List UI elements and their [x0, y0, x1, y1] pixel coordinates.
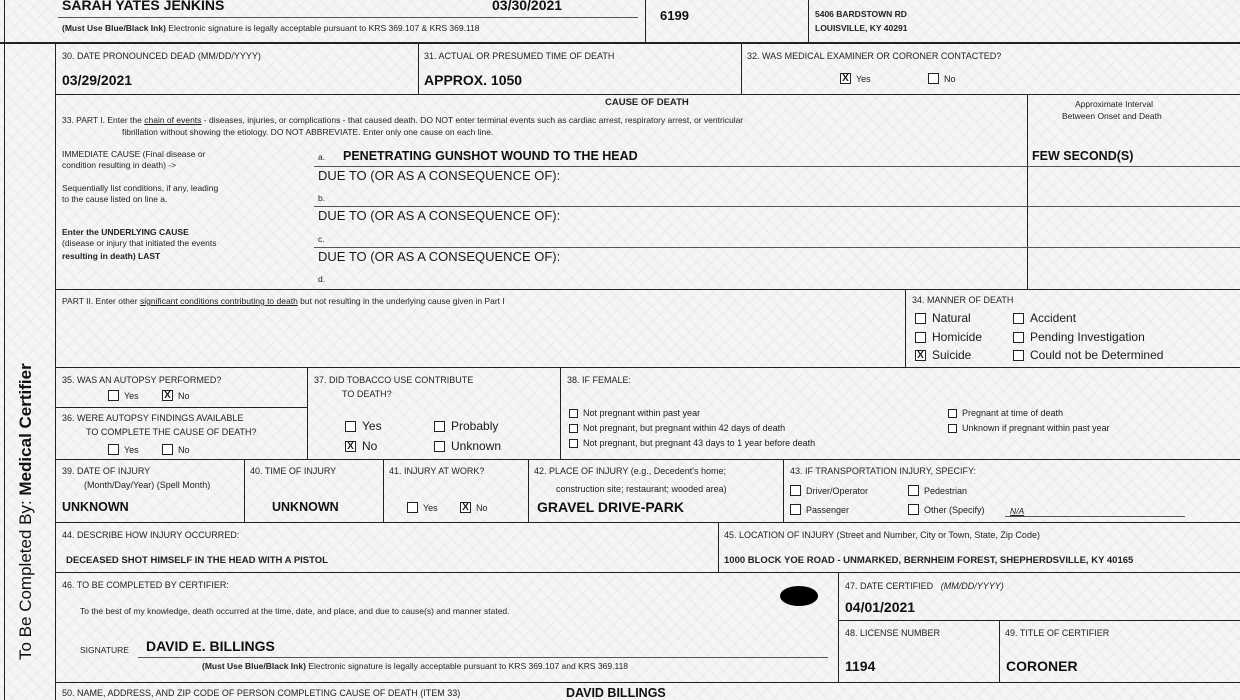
f34-label: 34. MANNER OF DEATH	[912, 295, 1014, 305]
f35-yes-checkbox[interactable]	[108, 390, 119, 401]
f34-accident-checkbox[interactable]	[1013, 313, 1024, 324]
due-to-c: DUE TO (OR AS A CONSEQUENCE OF):	[318, 208, 561, 223]
f37-yes-checkbox[interactable]	[345, 421, 356, 432]
f46-signature[interactable]: DAVID E. BILLINGS	[146, 638, 275, 654]
f43-driver-checkbox[interactable]	[790, 485, 801, 496]
row39-div3	[528, 459, 529, 522]
informant-date: 03/30/2021	[492, 0, 563, 13]
f42-label-2: construction site; restaurant; wooded area)	[556, 484, 727, 494]
due-to-b: DUE TO (OR AS A CONSEQUENCE OF):	[318, 168, 561, 183]
line-b-letter: b.	[318, 193, 326, 203]
line-c-underline	[314, 247, 1240, 248]
f34-natural-checkbox[interactable]	[915, 313, 926, 324]
part1-instructions-2: fibrillation without showing the etiology. DO NOT ABBREVIATE. Enter only one cause on each line.	[122, 127, 494, 137]
f38-option-5-checkbox[interactable]	[948, 424, 957, 433]
f39-label-2: (Month/Day/Year) (Spell Month)	[84, 480, 211, 490]
f32-no-checkbox[interactable]	[928, 73, 939, 84]
f38-option-4[interactable]: Pregnant at time of death	[948, 408, 1063, 418]
row33-bottom	[55, 289, 1240, 290]
cause-line-a[interactable]: PENETRATING GUNSHOT WOUND TO THE HEAD	[343, 149, 638, 163]
f43-other-value[interactable]: N/A	[1010, 506, 1025, 516]
f36-yes-checkbox[interactable]	[108, 444, 119, 455]
f39-label-1: 39. DATE OF INJURY	[62, 466, 151, 476]
cause-of-death-title: CAUSE OF DEATH	[605, 97, 689, 108]
f40-label: 40. TIME OF INJURY	[250, 466, 337, 476]
line-d-letter: d.	[318, 274, 326, 284]
header-left-border	[4, 0, 5, 43]
f39-value[interactable]: UNKNOWN	[62, 500, 129, 514]
row30-bottom	[55, 94, 1240, 95]
f36-label-2: TO COMPLETE THE CAUSE OF DEATH?	[86, 427, 257, 437]
header-divider-2	[808, 0, 809, 43]
f41-yes[interactable]: Yes	[407, 502, 438, 513]
informant-signature: SARAH YATES JENKINS	[62, 0, 225, 13]
f30-label: 30. DATE PRONOUNCED DEAD (MM/DD/YYYY)	[62, 51, 261, 61]
f42-value[interactable]: GRAVEL DRIVE-PARK	[537, 499, 685, 515]
line-a-letter: a.	[318, 152, 326, 162]
f46-statement: To the best of my knowledge, death occurred at the time, date, and place, and due to cause(s) and manner stated.	[80, 606, 510, 616]
f36-yes[interactable]: Yes	[108, 444, 139, 455]
f44-value[interactable]: DECEASED SHOT HIMSELF IN THE HEAD WITH A PISTOL	[66, 555, 328, 566]
f48-label: 48. LICENSE NUMBER	[845, 628, 941, 638]
row30-div1	[418, 43, 419, 94]
header-license-number: 6199	[660, 8, 689, 23]
f42-label-1: 42. PLACE OF INJURY (e.g., Decedent's home;	[534, 466, 726, 476]
f50-value[interactable]: DAVID BILLINGS	[566, 686, 666, 700]
row30-div2	[741, 43, 742, 94]
f36-no-checkbox[interactable]	[162, 444, 173, 455]
f32-yes-checkbox[interactable]: X	[840, 73, 851, 84]
f41-no-checkbox[interactable]: X	[460, 502, 471, 513]
underlying-label-2: (disease or injury that initiated the events	[62, 238, 217, 248]
f47-value[interactable]: 04/01/2021	[845, 599, 916, 615]
header-divider-1	[645, 0, 646, 43]
row44-div	[718, 522, 719, 572]
f47-bottom	[838, 620, 1240, 621]
f43-other-checkbox[interactable]	[908, 504, 919, 515]
underlying-label-1: Enter the UNDERLYING CAUSE	[62, 227, 189, 237]
interval-line-a[interactable]: FEW SECOND(S)	[1032, 149, 1134, 163]
part1-instructions: 33. PART I. Enter the chain of events - diseases, injuries, or complications - that caused death. DO NOT enter terminal events such as cardiac arrest, respiratory arrest, or ventricular	[62, 115, 744, 125]
part2-instructions: PART II. Enter other significant conditions contributing to death but not resulting in the underlying cause given in Part I	[62, 296, 505, 306]
f37-yes[interactable]: Yes	[345, 419, 382, 433]
f32-label: 32. WAS MEDICAL EXAMINER OR CORONER CONTACTED?	[747, 51, 1002, 61]
f34-accident[interactable]: Accident	[1013, 311, 1076, 325]
f34-pending-checkbox[interactable]	[1013, 332, 1024, 343]
f34-suicide-checkbox[interactable]: X	[915, 350, 926, 361]
f37-probably[interactable]: Probably	[434, 419, 498, 433]
side-label: To Be Completed By: Medical Certifier	[16, 363, 35, 660]
f49-label: 49. TITLE OF CERTIFIER	[1005, 628, 1110, 638]
f37-probably-checkbox[interactable]	[434, 421, 445, 432]
f46-signature-line	[138, 657, 828, 658]
f40-value[interactable]: UNKNOWN	[272, 500, 339, 514]
line-a-underline	[314, 166, 1240, 167]
f48-value[interactable]: 1194	[845, 658, 876, 674]
row35-bottom	[55, 459, 1240, 460]
underlying-label-3: resulting in death) LAST	[62, 251, 161, 261]
row35-div1	[307, 367, 308, 459]
f38-option-2-checkbox[interactable]	[569, 424, 578, 433]
f32-no[interactable]: No	[928, 73, 956, 84]
immediate-cause-label-2: condition resulting in death) ->	[62, 160, 177, 170]
line-b-underline	[314, 206, 1240, 207]
side-label-divider	[55, 42, 56, 700]
header-divider	[0, 42, 1240, 44]
f38-option-4-checkbox[interactable]	[948, 409, 957, 418]
f38-option-1-checkbox[interactable]	[569, 409, 578, 418]
due-to-d: DUE TO (OR AS A CONSEQUENCE OF):	[318, 249, 561, 264]
f38-option-3[interactable]: Not pregnant, but pregnant 43 days to 1 year before death	[569, 438, 815, 448]
f34-homicide[interactable]: Homicide	[915, 330, 982, 344]
interval-column-divider	[1027, 94, 1028, 289]
f35-no[interactable]: X No	[162, 390, 190, 401]
f37-label-2: TO DEATH?	[342, 389, 392, 399]
f31-value: APPROX. 1050	[424, 72, 523, 88]
f38-label: 38. IF FEMALE:	[567, 375, 632, 385]
f37-unknown-checkbox[interactable]	[434, 441, 445, 452]
row44-bottom	[55, 572, 1240, 573]
row39-div1	[244, 459, 245, 522]
left-border	[4, 42, 5, 700]
interval-header-2: Between Onset and Death	[1062, 111, 1162, 121]
f38-option-1[interactable]: Not pregnant within past year	[569, 408, 700, 418]
row39-div2	[383, 459, 384, 522]
f47-label: 47. DATE CERTIFIED (MM/DD/YYYY)	[845, 581, 1004, 591]
f35-bottom	[55, 407, 307, 408]
row39-div4	[783, 459, 784, 522]
f41-yes-checkbox[interactable]	[407, 502, 418, 513]
immediate-cause-label-1: IMMEDIATE CAUSE (Final disease or	[62, 149, 206, 159]
f44-label: 44. DESCRIBE HOW INJURY OCCURRED:	[62, 530, 240, 540]
f34-undetermined-checkbox[interactable]	[1013, 350, 1024, 361]
f46-ink-notice: (Must Use Blue/Black Ink) Electronic signature is legally acceptable pursuant to KRS 369.107 and KRS 369.118	[202, 661, 629, 671]
f43-driver[interactable]: Driver/Operator	[790, 485, 868, 496]
f50-label: 50. NAME, ADDRESS, AND ZIP CODE OF PERSON COMPLETING CAUSE OF DEATH (ITEM 33)	[62, 688, 461, 698]
f43-label: 43. IF TRANSPORTATION INJURY, SPECIFY:	[790, 466, 977, 476]
f34-pending[interactable]: Pending Investigation	[1013, 330, 1145, 344]
f45-label: 45. LOCATION OF INJURY (Street and Number, City or Town, State, Zip Code)	[724, 530, 1040, 540]
f37-unknown[interactable]: Unknown	[434, 439, 501, 453]
f34-suicide[interactable]: X Suicide	[915, 348, 971, 362]
sequential-label-2: to the cause listed on line a.	[62, 194, 168, 204]
row48-div	[999, 620, 1000, 682]
row46-bottom	[55, 682, 1240, 683]
f34-undetermined[interactable]: Could not be Determined	[1013, 348, 1163, 362]
row39-bottom	[55, 522, 1240, 523]
f34-homicide-checkbox[interactable]	[915, 332, 926, 343]
f36-label-1: 36. WERE AUTOPSY FINDINGS AVAILABLE	[62, 413, 244, 423]
part2-bottom	[55, 367, 1240, 368]
f38-option-2[interactable]: Not pregnant, but pregnant within 42 days of death	[569, 423, 785, 433]
f38-option-5[interactable]: Unknown if pregnant within past year	[948, 423, 1110, 433]
f36-no[interactable]: No	[162, 444, 190, 455]
f41-label: 41. INJURY AT WORK?	[389, 466, 485, 476]
part2-divider	[905, 289, 906, 367]
funeral-home-address-2: LOUISVILLE, KY 40291	[815, 23, 908, 33]
f38-option-3-checkbox[interactable]	[569, 439, 578, 448]
f43-pedestrian-checkbox[interactable]	[908, 485, 919, 496]
f31-label: 31. ACTUAL OR PRESUMED TIME OF DEATH	[424, 51, 615, 61]
f35-no-checkbox[interactable]: X	[162, 390, 173, 401]
header-ink-notice: (Must Use Blue/Black Ink) Electronic signature is legally acceptable pursuant to KRS 369.107 & KRS 369.118	[62, 23, 480, 33]
signature-line	[58, 17, 638, 18]
f35-yes[interactable]: Yes	[108, 390, 139, 401]
row35-div2	[560, 367, 561, 459]
f32-yes[interactable]: X Yes	[840, 73, 871, 84]
f45-value[interactable]: 1000 BLOCK YOE ROAD - UNMARKED, BERNHEIM FOREST, SHEPHERDSVILLE, KY 40165	[724, 555, 1134, 566]
f43-other-line	[1005, 516, 1185, 517]
interval-header-1: Approximate Interval	[1075, 99, 1153, 109]
redaction-mark	[780, 586, 818, 606]
f37-no[interactable]: X No	[345, 439, 377, 453]
f41-no[interactable]: X No	[460, 502, 488, 513]
sequential-label-1: Sequentially list conditions, if any, leading	[62, 183, 219, 193]
f34-natural[interactable]: Natural	[915, 311, 971, 325]
f37-no-checkbox[interactable]: X	[345, 441, 356, 452]
f35-label: 35. WAS AN AUTOPSY PERFORMED?	[62, 375, 222, 385]
f49-value[interactable]: CORONER	[1006, 658, 1078, 674]
f43-pedestrian[interactable]: Pedestrian	[908, 485, 967, 496]
f46-label: 46. TO BE COMPLETED BY CERTIFIER:	[62, 580, 229, 590]
f43-passenger[interactable]: Passenger	[790, 504, 849, 515]
row46-div	[838, 572, 839, 682]
funeral-home-address-1: 5406 BARDSTOWN RD	[815, 9, 907, 19]
f37-label-1: 37. DID TOBACCO USE CONTRIBUTE	[314, 375, 474, 385]
f30-value: 03/29/2021	[62, 72, 133, 88]
f43-other[interactable]: Other (Specify)	[908, 504, 985, 515]
f43-passenger-checkbox[interactable]	[790, 504, 801, 515]
f46-signature-label: SIGNATURE	[80, 645, 129, 655]
line-c-letter: c.	[318, 234, 325, 244]
